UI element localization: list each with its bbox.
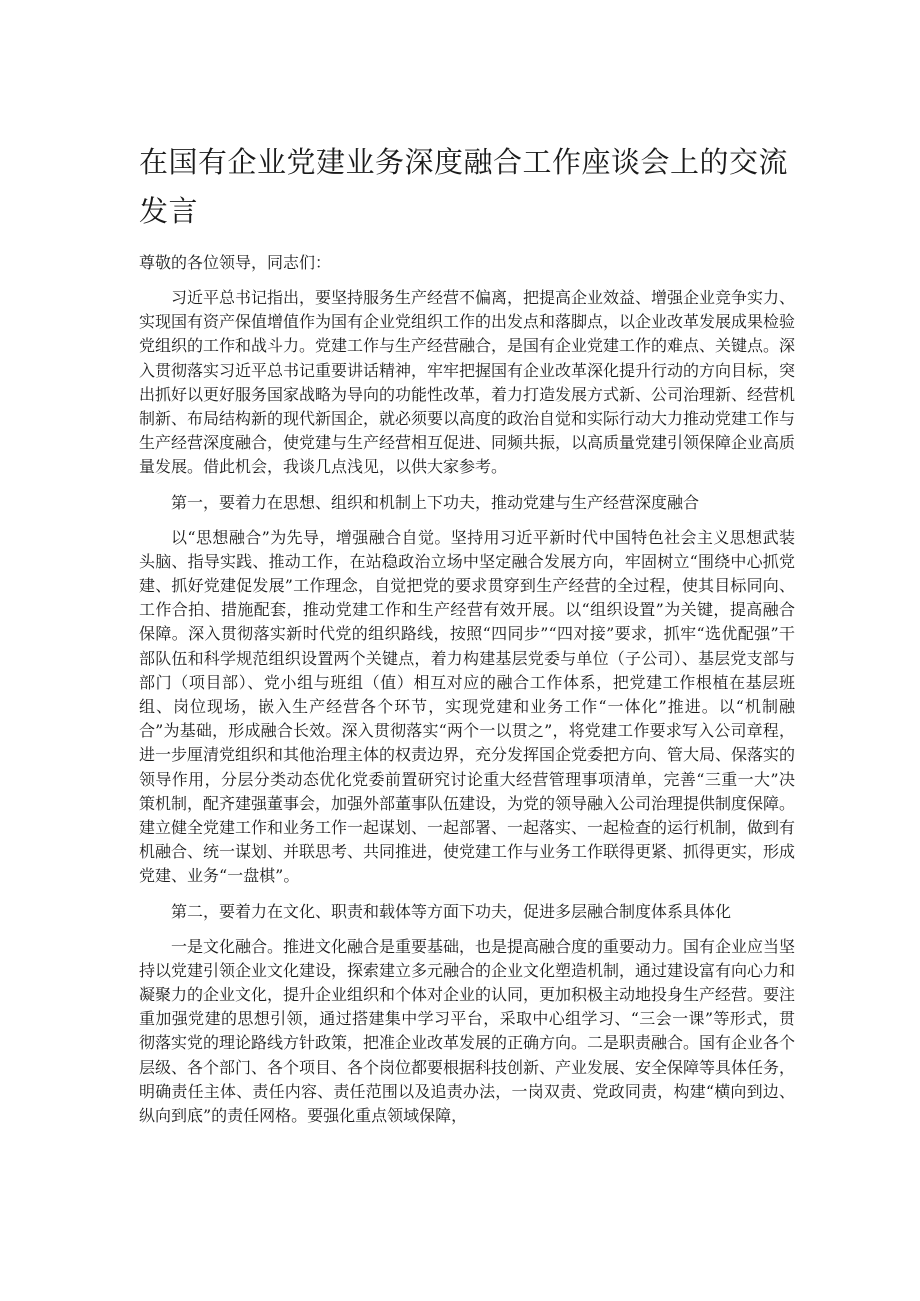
intro-paragraph: 习近平总书记指出，要坚持服务生产经营不偏离，把提高企业效益、增强企业竞争实力、实现国有资产保值增值作为国有企业党组织工作的出发点和落脚点，以企业改革发展成果检验党组织的工作和战斗力。党建工作与生产经营融合，是国有企业党建工作的难点、关键点。深入贯彻落实习近平总书记重要讲话精神，牢牢把握国有企业改革深化提升行动的方向目标，突出抓好以更好服务国家战略为导向的功能性改革，着力打造发展方式新、公司治理新、经营机制新、布局结构新的现代新国企，就必须要以高度的政治自觉和实际行动大力推动党建工作与生产经营深度融合，使党建与生产经营相互促进、同频共振，以高质量党建引领保障企业高质量发展。借此机会，我谈几点浅见，以供大家参考。 (139, 288, 796, 477)
section-2-paragraph: 一是文化融合。推进文化融合是重要基础，也是提高融合度的重要动力。国有企业应当坚持以党建引领企业文化建设，探索建立多元融合的企业文化塑造机制，通过建设富有向心力和凝聚力的企业文化，提升企业组织和个体对企业的认同，更加积极主动地投身生产经营。要注重加强党建的思想引领，通过搭建集中学习平台，采取中心组学习、“三会一课”等形式，贯彻落实党的理论路线方针政策，把准企业改革发展的正确方向。二是职责融合。国有企业各个层级、各个部门、各个项目、各个岗位都要根据科技创新、产业发展、安全保障等具体任务，明确责任主体、责任内容、责任范围以及追责办法，一岗双责、党政同责，构建“横向到边、纵向到底”的责任网格。要强化重点领域保障， (139, 936, 796, 1126)
section-1-heading: 第一，要着力在思想、组织和机制上下功夫，推动党建与生产经营深度融合 (171, 492, 700, 512)
salutation: 尊敬的各位领导，同志们： (139, 253, 332, 272)
document-page (139, 138, 795, 1139)
document-title: 在国有企业党建业务深度融合工作座谈会上的交流发言 (139, 145, 789, 228)
section-2-heading: 第二，要着力在文化、职责和载体等方面下功夫，促进多层融合制度体系具体化 (171, 901, 732, 921)
section-1-paragraph: 以“思想融合”为先导，增强融合自觉。坚持用习近平新时代中国特色社会主义思想武装头脑、指导实践、推动工作，在站稳政治立场中坚定融合发展方向，牢固树立“围绕中心抓党建、抓好党建促发展”工作理念，自觉把党的要求贯穿到生产经营的全过程，使其目标同向、工作合拍、措施配套，推动党建工作和生产经营有效开展。以“组织设置”为关键，提高融合保障。深入贯彻落实新时代党的组织路线，按照“四同步”“四对接”要求，抓牢“选优配强”干部队伍和科学规范组织设置两个关键点，着力构建基层党委与单位（子公司）、基层党支部与部门（项目部）、党小组与班组（值）相互对应的融合工作体系，把党建工作根植在基层班组、岗位现场，嵌入生产经营各个环节，实现党建和业务工作“一体化”推进。以“机制融合”为基础，形成融合长效。深入贯彻落实“两个一以贯之”，将党建工作要求写入公司章程，进一步厘清党组织和其他治理主体的权责边界，充分发挥国企党委把方向、管大局、保落实的领导作用，分层分类动态优化党委前置研究讨论重大经营管理事项清单，完善“三重一大”决策机制，配齐建强董事会，加强外部董事队伍建设，为党的领导融入公司治理提供制度保障。建立健全党建工作和业务工作一起谋划、一起部署、一起落实、一起检查的运行机制，做到有机融合、统一谋划、并联思考、共同推进，使党建工作与业务工作联得更紧、抓得更实，形成党建、业务“一盘棋”。 (139, 527, 796, 886)
